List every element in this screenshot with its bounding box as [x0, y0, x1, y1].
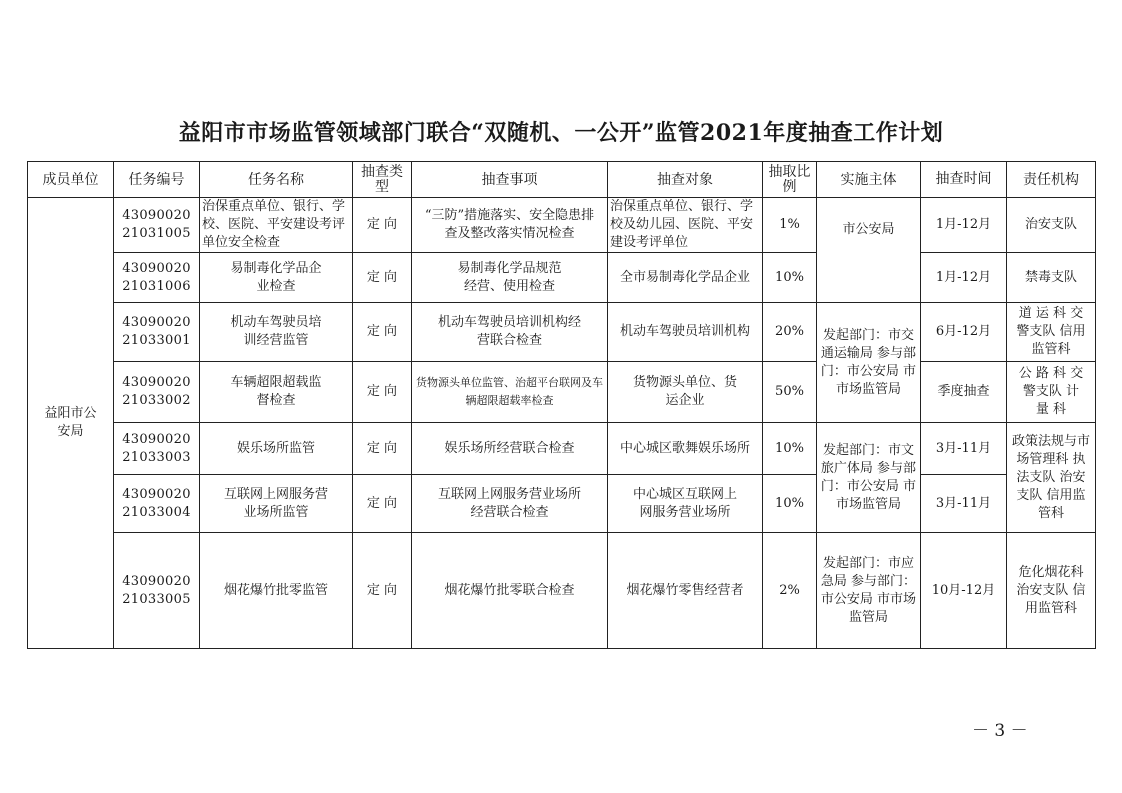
- object-cell: 烟花爆竹零售经营者: [608, 533, 763, 649]
- task-name-cell: 烟花爆竹批零监管: [200, 533, 353, 649]
- inspection-plan-table: [27, 161, 1096, 649]
- header-type: 抽查类型: [353, 162, 412, 198]
- time-cell: 1月-12月: [921, 198, 1007, 253]
- ratio-cell: 50%: [763, 362, 817, 423]
- type-cell: 定 向: [353, 253, 412, 303]
- type-cell: 定 向: [353, 423, 412, 475]
- object-cell: 机动车驾驶员培训机构: [608, 303, 763, 362]
- type-cell: 定 向: [353, 198, 412, 253]
- member-unit-cell: 益阳市公安局: [28, 198, 114, 649]
- header-object: 抽查对象: [608, 162, 763, 198]
- task-name-cell: 车辆超限超载监督检查: [200, 362, 353, 423]
- header-unit: 成员单位: [28, 162, 114, 198]
- ratio-cell: 20%: [763, 303, 817, 362]
- object-cell: 全市易制毒化学品企业: [608, 253, 763, 303]
- resp-cell: 公 路 科 交警支队 计 量 科: [1007, 362, 1096, 423]
- ratio-cell: 10%: [763, 475, 817, 533]
- table-row: [28, 362, 1096, 423]
- table-row: [28, 253, 1096, 303]
- table-row: [28, 475, 1096, 533]
- item-cell: 机动车驾驶员培训机构经营联合检查: [412, 303, 608, 362]
- agent-cell: 发起部门：市文旅广体局 参与部门：市公安局 市市场监管局: [817, 423, 921, 533]
- header-time: 抽查时间: [921, 162, 1007, 198]
- task-name-cell: 治保重点单位、银行、学校、医院、平安建设考评单位安全检查: [200, 198, 353, 253]
- task-code-cell: 43090020 21031005: [114, 198, 200, 253]
- ratio-cell: 1%: [763, 198, 817, 253]
- task-name-cell: 机动车驾驶员培训经营监管: [200, 303, 353, 362]
- task-code-cell: 43090020 21033002: [114, 362, 200, 423]
- header-item: 抽查事项: [412, 162, 608, 198]
- resp-cell: 道 运 科 交警支队 信用监管科: [1007, 303, 1096, 362]
- time-cell: 3月-11月: [921, 423, 1007, 475]
- page-number: － 3 －: [972, 721, 1028, 741]
- task-name-cell: 易制毒化学品企业检查: [200, 253, 353, 303]
- item-cell: 互联网上网服务营业场所经营联合检查: [412, 475, 608, 533]
- type-cell: 定 向: [353, 475, 412, 533]
- ratio-cell: 10%: [763, 253, 817, 303]
- page-title: 益阳市市场监管领域部门联合“双随机、一公开”监管2021年度抽查工作计划: [178, 120, 944, 146]
- ratio-cell: 2%: [763, 533, 817, 649]
- item-cell: 娱乐场所经营联合检查: [412, 423, 608, 475]
- object-cell: 中心城区互联网上网服务营业场所: [608, 475, 763, 533]
- agent-cell: 市公安局: [817, 198, 921, 303]
- header-resp: 责任机构: [1007, 162, 1096, 198]
- resp-cell: 禁毒支队: [1007, 253, 1096, 303]
- item-cell: 烟花爆竹批零联合检查: [412, 533, 608, 649]
- header-code: 任务编号: [114, 162, 200, 198]
- table-row: [28, 303, 1096, 362]
- task-code-cell: 43090020 21033004: [114, 475, 200, 533]
- task-code-cell: 43090020 21033003: [114, 423, 200, 475]
- resp-cell: 政策法规与市场管理科 执法支队 治安支队 信用监管科: [1007, 423, 1096, 533]
- table-header-row: [28, 162, 1096, 198]
- time-cell: 季度抽查: [921, 362, 1007, 423]
- resp-cell: 治安支队: [1007, 198, 1096, 253]
- task-code-cell: 43090020 21033001: [114, 303, 200, 362]
- header-ratio: 抽取比例: [763, 162, 817, 198]
- type-cell: 定 向: [353, 533, 412, 649]
- task-name-cell: 娱乐场所监管: [200, 423, 353, 475]
- object-cell: 货物源头单位、货运企业: [608, 362, 763, 423]
- table-row: [28, 198, 1096, 253]
- item-cell: “三防”措施落实、安全隐患排查及整改落实情况检查: [412, 198, 608, 253]
- task-code-cell: 43090020 21033005: [114, 533, 200, 649]
- item-cell: 易制毒化学品规范经营、使用检查: [412, 253, 608, 303]
- time-cell: 10月-12月: [921, 533, 1007, 649]
- time-cell: 1月-12月: [921, 253, 1007, 303]
- agent-cell: 发起部门：市应急局 参与部门：市公安局 市市场监管局: [817, 533, 921, 649]
- header-name: 任务名称: [200, 162, 353, 198]
- type-cell: 定 向: [353, 362, 412, 423]
- ratio-cell: 10%: [763, 423, 817, 475]
- item-cell: 货物源头单位监管、治超平台联网及车辆超限超载率检查: [412, 362, 608, 423]
- resp-cell: 危化烟花科 治安支队 信用监管科: [1007, 533, 1096, 649]
- type-cell: 定 向: [353, 303, 412, 362]
- task-name-cell: 互联网上网服务营业场所监管: [200, 475, 353, 533]
- table-row: [28, 533, 1096, 649]
- time-cell: 6月-12月: [921, 303, 1007, 362]
- header-agent: 实施主体: [817, 162, 921, 198]
- table-row: [28, 423, 1096, 475]
- agent-cell: 发起部门：市交通运输局 参与部门：市公安局 市市场监管局: [817, 303, 921, 423]
- task-code-cell: 43090020 21031006: [114, 253, 200, 303]
- time-cell: 3月-11月: [921, 475, 1007, 533]
- object-cell: 治保重点单位、银行、学校及幼儿园、医院、平安建设考评单位: [608, 198, 763, 253]
- object-cell: 中心城区歌舞娱乐场所: [608, 423, 763, 475]
